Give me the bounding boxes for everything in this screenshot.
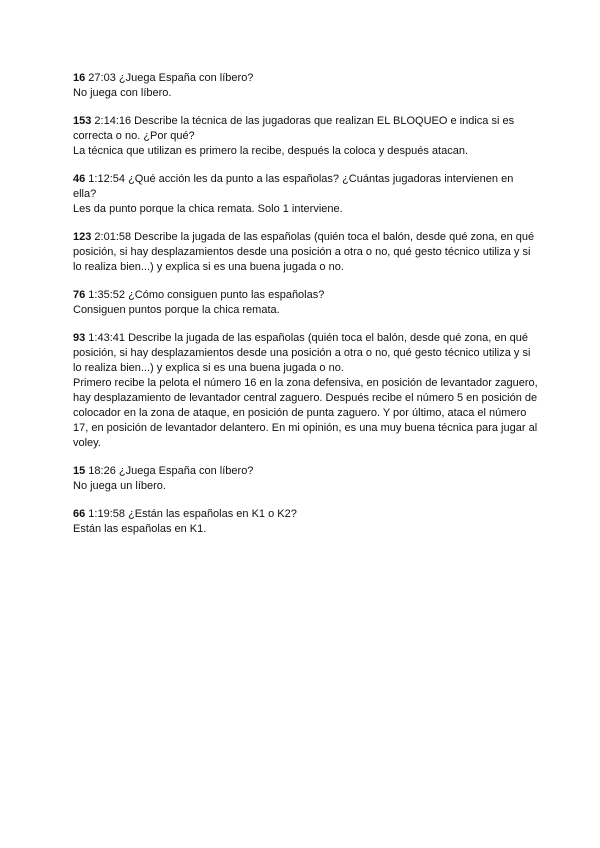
question-text: 2:01:58 Describe la jugada de las españolas (quién toca el balón, desde qué zona, en qué posición, si hay desplazamientos desde una posición a otra o no, qué gesto técnico utiliza y si lo realiza bien...) y explica si es una buena jugada o no.: [73, 231, 535, 273]
entry-93: [73, 331, 538, 451]
entry-number: 123: [73, 231, 92, 243]
entry-number: 15: [73, 465, 86, 477]
question-text: 2:14:16 Describe la técnica de las jugadoras que realizan EL BLOQUEO e indica si es correcta o no. ¿Por qué?: [73, 115, 515, 142]
entry-number: 93: [73, 332, 86, 344]
question-text: 18:26 ¿Juega España con líbero?: [85, 465, 254, 477]
entry-number: 66: [73, 508, 86, 520]
entry-15: [73, 464, 538, 494]
entry-123: [73, 230, 538, 275]
answer-text: No juega con líbero.: [73, 87, 172, 99]
question-line: [73, 507, 538, 522]
entry-number: 16: [73, 72, 86, 84]
question-text: 27:03 ¿Juega España con líbero?: [85, 72, 254, 84]
entry-66: [73, 507, 538, 537]
document-content: [73, 71, 538, 550]
entry-number: 46: [73, 173, 86, 185]
question-text: 1:12:54 ¿Qué acción les da punto a las españolas? ¿Cuántas jugadoras intervienen en ella?: [73, 173, 514, 200]
question-line: [73, 230, 538, 275]
answer-text: La técnica que utilizan es primero la recibe, después la coloca y después atacan.: [73, 145, 469, 157]
question-line: [73, 114, 538, 144]
answer-text: Les da punto porque la chica remata. Solo 1 interviene.: [73, 203, 343, 215]
question-line: [73, 464, 538, 479]
entry-76: [73, 288, 538, 318]
entry-16: [73, 71, 538, 101]
entry-number: 153: [73, 115, 92, 127]
entry-153: [73, 114, 538, 159]
question-line: [73, 331, 538, 376]
answer-text: No juega un líbero.: [73, 480, 166, 492]
question-line: [73, 288, 538, 303]
question-line: [73, 71, 538, 86]
question-line: [73, 172, 538, 202]
question-text: 1:19:58 ¿Están las españolas en K1 o K2?: [85, 508, 297, 520]
answer-text: Están las españolas en K1.: [73, 523, 207, 535]
answer-text: Primero recibe la pelota el número 16 en la zona defensiva, en posición de levantador zaguero, hay desplazamiento de levantador central zaguero. Después recibe el número 5 en posición de colocador en la zona de ataque, en posición de punta zaguero. Y por último, ataca el número 17, en posición de levantador delantero. En mi opinión, es una muy buena técnica para jugar al voley.: [73, 377, 538, 449]
question-text: 1:43:41 Describe la jugada de las españolas (quién toca el balón, desde qué zona, en qué posición, si hay desplazamientos desde una posición a otra o no, qué gesto técnico utiliza y si lo realiza bien...) y explica si es una buena jugada o no.: [73, 332, 531, 374]
entry-46: [73, 172, 538, 217]
answer-text: Consiguen puntos porque la chica remata.: [73, 304, 280, 316]
entry-number: 76: [73, 289, 86, 301]
question-text: 1:35:52 ¿Cómo consiguen punto las españolas?: [85, 289, 325, 301]
